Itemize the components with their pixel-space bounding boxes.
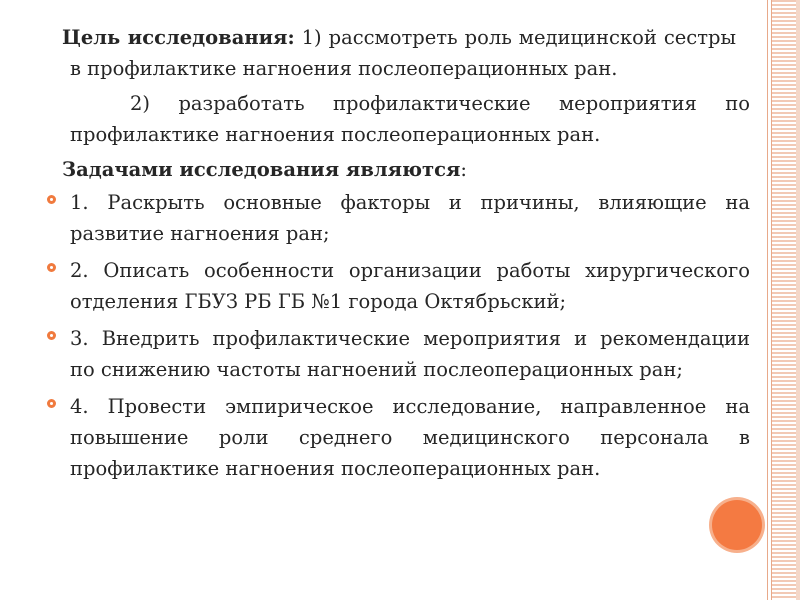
decorative-circle bbox=[712, 500, 762, 550]
task-4-line-2: повышение роли среднего медицинского персонала в bbox=[70, 426, 750, 449]
task-3-line-1: 3. Внедрить профилактические мероприятия и рекомендации bbox=[70, 327, 750, 350]
task-3-line-2: по снижению частоты нагноений послеоперационных ран; bbox=[70, 358, 683, 381]
task-1-line-2: развитие нагноения ран; bbox=[70, 222, 330, 245]
tasks-list bbox=[40, 187, 750, 484]
tasks-heading-text: Задачами исследования являются bbox=[62, 158, 461, 181]
bullet-icon bbox=[47, 331, 56, 340]
goal-paragraph-1 bbox=[40, 22, 750, 53]
task-2-line-1: 2. Описать особенности организации работы хирургического bbox=[70, 259, 750, 282]
task-4-line-3: профилактике нагноения послеоперационных ран. bbox=[70, 457, 601, 480]
goal-item-1-line-1: 1) рассмотреть роль медицинской сестры bbox=[301, 26, 736, 49]
goal-item-2-line-1: 2) разработать профилактические мероприятия по bbox=[130, 92, 750, 115]
tasks-heading-colon: : bbox=[460, 158, 467, 181]
slide-content bbox=[40, 22, 750, 490]
tasks-heading bbox=[40, 154, 750, 185]
task-1-line-1: 1. Раскрыть основные факторы и причины, влияющие на bbox=[70, 191, 750, 214]
bullet-icon bbox=[47, 263, 56, 272]
goal-label: Цель исследования: bbox=[62, 26, 295, 49]
goal-paragraph-1-cont bbox=[40, 53, 750, 84]
decorative-side-border bbox=[796, 0, 800, 600]
task-item-1 bbox=[40, 187, 750, 249]
bullet-icon bbox=[47, 399, 56, 408]
bullet-icon bbox=[47, 195, 56, 204]
task-4-line-1: 4. Провести эмпирическое исследование, направленное на bbox=[70, 395, 750, 418]
goal-paragraph-2 bbox=[40, 88, 750, 150]
task-item-4 bbox=[40, 391, 750, 484]
goal-item-1-line-2: в профилактике нагноения послеоперационных ран. bbox=[70, 57, 618, 80]
task-item-2 bbox=[40, 255, 750, 317]
goal-item-2-line-2: профилактике нагноения послеоперационных ран. bbox=[70, 123, 601, 146]
task-2-line-2: отделения ГБУЗ РБ ГБ №1 города Октябрьский; bbox=[70, 290, 567, 313]
task-item-3 bbox=[40, 323, 750, 385]
